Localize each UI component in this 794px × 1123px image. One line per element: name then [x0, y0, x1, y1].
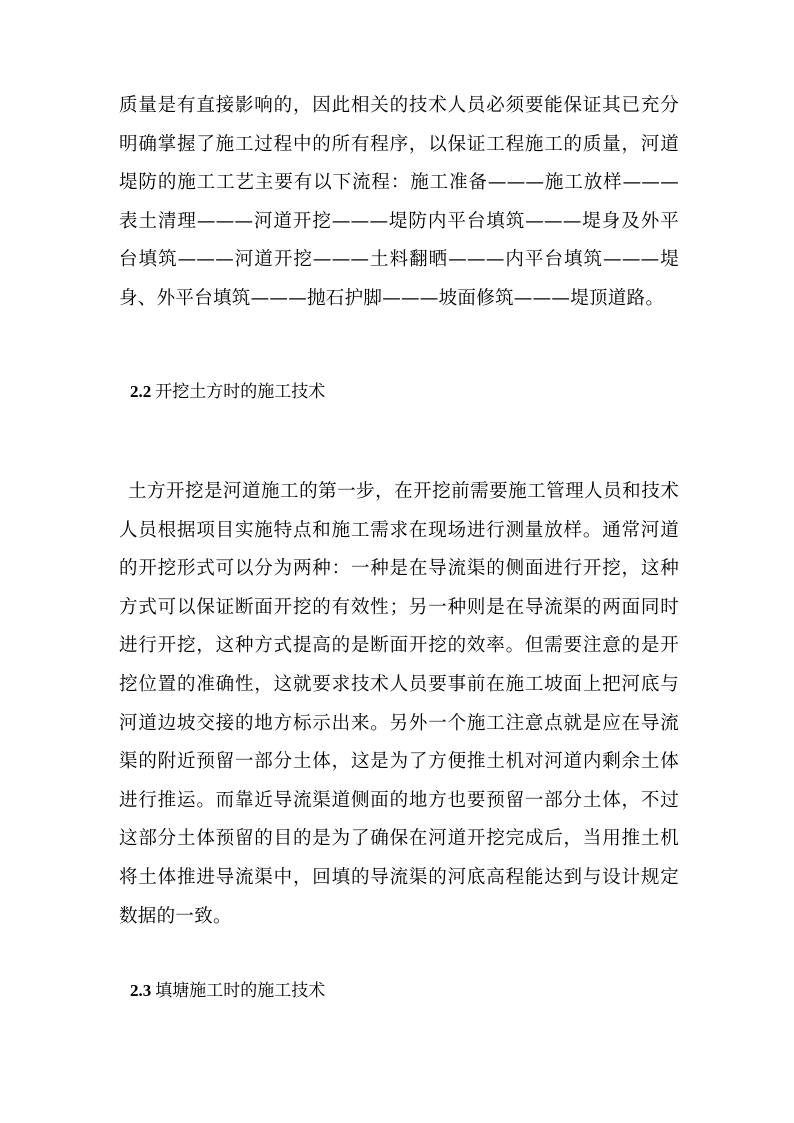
section-title: 开挖土方时的施工技术	[155, 382, 326, 402]
section-number: 2.3	[130, 981, 152, 1000]
section-heading-2-2	[130, 380, 325, 404]
section-number: 2.2	[130, 382, 152, 401]
body-paragraph-construction-process: 质量是有直接影响的，因此相关的技术人员必须要能保证其已充分明确掌握了施工过程中的所有程序，以保证工程施工的质量，河道堤防的施工工艺主要有以下流程：施工准备———施工放样———表土清理———河道开挖———堤防内平台填筑———堤身及外平台填筑———河道开挖———土料翻晒———内平台填筑———堤身、外平台填筑———抛石护脚———坡面修筑———堤顶道路。	[119, 95, 679, 309]
section-heading-2-3	[130, 979, 325, 1003]
section-title: 填塘施工时的施工技术	[155, 981, 326, 1001]
body-paragraph-earthwork-excavation: 土方开挖是河道施工的第一步，在开挖前需要施工管理人员和技术人员根据项目实施特点和施工需求在现场进行测量放样。通常河道的开挖形式可以分为两种：一种是在导流渠的侧面进行开挖，这种方式可以保证断面开挖的有效性；另一种则是在导流渠的两面同时进行开挖，这种方式提高的是断面开挖的效率。但需要注意的是开挖位置的准确性，这就要求技术人员要事前在施工坡面上把河底与河道边坡交接的地方标示出来。另外一个施工注意点就是应在导流渠的附近预留一部分土体，这是为了方便推土机对河道内剩余土体进行推运。而靠近导流渠道侧面的地方也要预留一部分土体，不过这部分土体预留的目的是为了确保在河道开挖完成后，当用推土机将土体推进导流渠中，回填的导流渠的河底高程能达到与设计规定数据的一致。	[119, 481, 679, 927]
